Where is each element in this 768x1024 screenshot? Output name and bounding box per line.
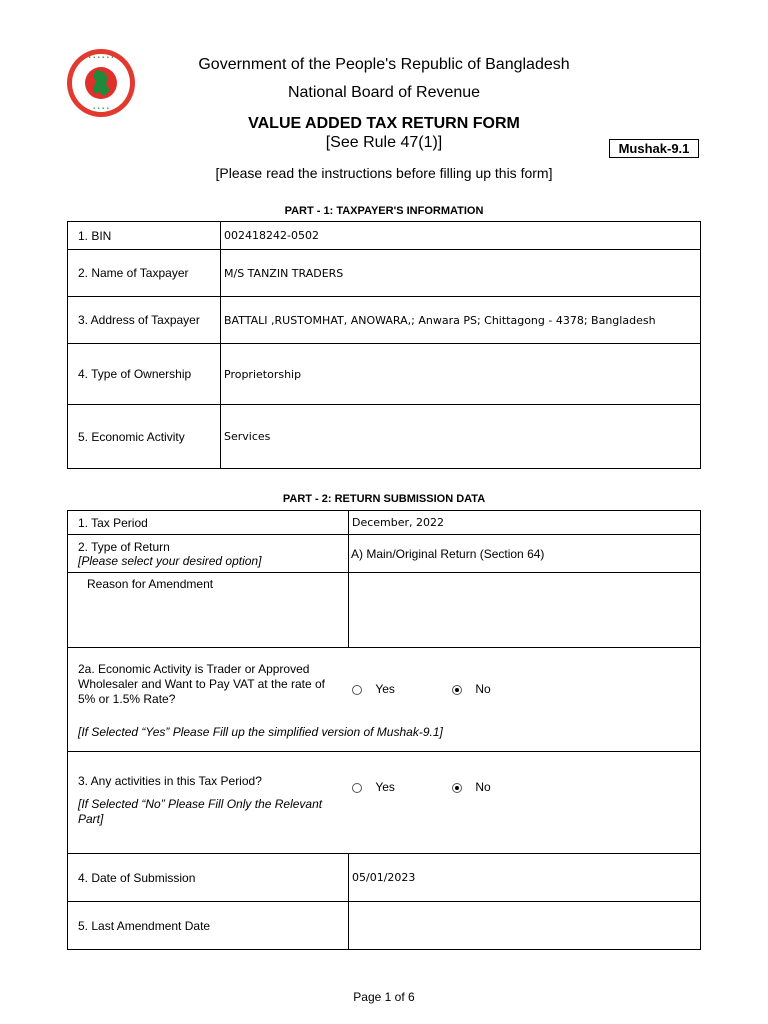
submission-date-label: 4. Date of Submission: [68, 854, 349, 902]
amendment-reason-label: Reason for Amendment: [68, 573, 349, 648]
radio-yes-icon[interactable]: [352, 783, 362, 793]
radio-no-selected-icon[interactable]: [452, 783, 462, 793]
part2-title: PART - 2: RETURN SUBMISSION DATA: [282, 493, 486, 505]
taxpayer-address-value: BATTALI ,RUSTOMHAT, ANOWARA,; Anwara PS; Chittagong - 4378; Bangladesh: [221, 297, 701, 344]
ownership-type-value: Proprietorship: [221, 344, 701, 405]
rule-reference: [See Rule 47(1)]: [325, 134, 443, 151]
government-heading: Government of the People's Republic of Bangladesh: [198, 56, 570, 73]
page-number: Page 1 of 6: [353, 990, 415, 1004]
q2a-cell: [68, 648, 701, 752]
return-type-label: 2. Type of Return: [78, 539, 170, 554]
return-type-value[interactable]: A) Main/Original Return (Section 64): [349, 535, 701, 573]
submission-date-value[interactable]: 05/01/2023: [349, 854, 701, 902]
taxpayer-info-table: [67, 221, 701, 469]
svg-text:• • • • • •: • • • • • •: [88, 55, 114, 61]
table-row: [68, 752, 701, 854]
table-row: [68, 854, 701, 902]
radio-no-selected-icon[interactable]: [452, 685, 462, 695]
nbr-heading: National Board of Revenue: [287, 84, 481, 101]
table-row: [68, 573, 701, 648]
q2a-no-label: No: [475, 682, 491, 696]
q2a-no-option[interactable]: [452, 682, 491, 696]
table-row: [68, 405, 701, 469]
bin-label: 1. BIN: [68, 222, 221, 250]
amendment-reason-field[interactable]: [349, 573, 701, 648]
taxpayer-address-label: 3. Address of Taxpayer: [68, 297, 221, 344]
q2a-yes-label: Yes: [375, 682, 395, 696]
instructions-note: [Please read the instructions before filling up this form]: [215, 165, 553, 181]
last-amendment-date-label: 5. Last Amendment Date: [68, 902, 349, 950]
form-title: VALUE ADDED TAX RETURN FORM: [248, 115, 520, 132]
q3-note: [If Selected “No” Please Fill Only the Relevant Part]: [78, 797, 323, 826]
q2a-yes-option[interactable]: [352, 682, 395, 696]
return-type-hint: [Please select your desired option]: [78, 553, 262, 568]
q3-yes-label: Yes: [375, 780, 395, 794]
economic-activity-value: Services: [221, 405, 701, 469]
ownership-type-label: 4. Type of Ownership: [68, 344, 221, 405]
table-row: [68, 648, 701, 752]
table-row: [68, 222, 701, 250]
bin-value: 002418242-0502: [221, 222, 701, 250]
form-code-badge: Mushak-9.1: [609, 139, 699, 158]
taxpayer-name-label: 2. Name of Taxpayer: [68, 250, 221, 297]
q2a-note: [If Selected “Yes” Please Fill up the simplified version of Mushak-9.1]: [78, 725, 443, 739]
table-row: [68, 902, 701, 950]
q3-no-label: No: [475, 780, 491, 794]
table-row: [68, 344, 701, 405]
last-amendment-date-field[interactable]: [349, 902, 701, 950]
q3-cell: [68, 752, 701, 854]
table-row: [68, 297, 701, 344]
tax-period-value: December, 2022: [349, 511, 701, 535]
tax-period-label: 1. Tax Period: [68, 511, 349, 535]
table-row: [68, 250, 701, 297]
radio-yes-icon[interactable]: [352, 685, 362, 695]
table-row: [68, 511, 701, 535]
part1-title: PART - 1: TAXPAYER'S INFORMATION: [284, 205, 484, 217]
table-row: [68, 535, 701, 573]
q3-yes-option[interactable]: [352, 780, 395, 794]
return-type-label-cell: [68, 535, 349, 573]
q3-question: 3. Any activities in this Tax Period?: [78, 774, 262, 788]
taxpayer-name-value: M/S TANZIN TRADERS: [221, 250, 701, 297]
svg-text:• • • •: • • • •: [92, 106, 110, 112]
q3-no-option[interactable]: [452, 780, 491, 794]
q2a-question: 2a. Economic Activity is Trader or Approved Wholesaler and Want to Pay VAT at the rate of 5% or 1.5% Rate?: [78, 662, 326, 706]
economic-activity-label: 5. Economic Activity: [68, 405, 221, 469]
return-submission-table: [67, 510, 701, 950]
